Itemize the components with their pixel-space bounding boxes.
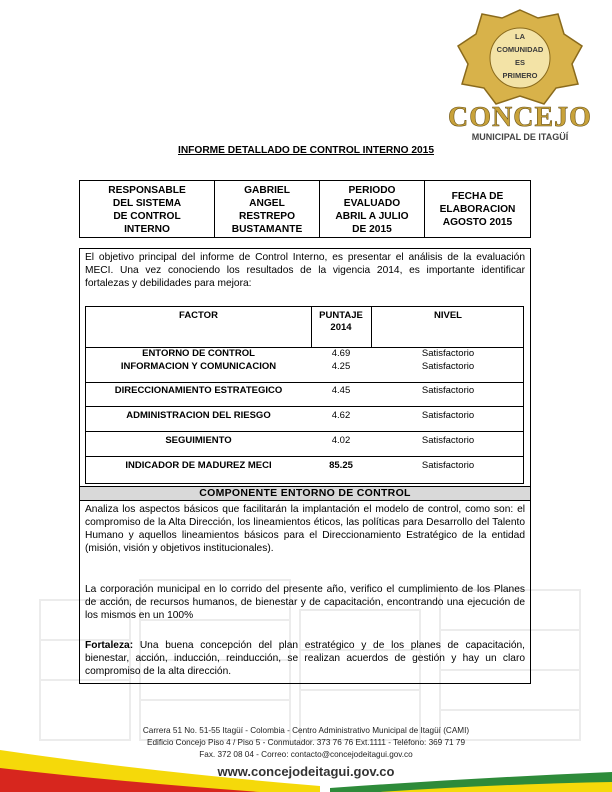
factor-name: SEGUIMIENTO — [165, 435, 232, 446]
factor-table — [85, 306, 524, 484]
table-row — [86, 410, 523, 432]
report-title: INFORME DETALLADO DE CONTROL INTERNO 2015 — [177, 145, 435, 156]
responsable-name-cell — [215, 181, 320, 237]
seal-line-4: PRIMERO — [502, 71, 538, 80]
component-paragraph-2: La corporación municipal en lo corrido del presente año, verifico el cumplimiento de los Planes de acción, de recursos humanos, de bienestar y de capacitación, encontrando una ejecución de los mismos en un 100% — [85, 584, 525, 621]
seal-icon — [440, 6, 600, 106]
factor-score: 4.62 — [331, 410, 351, 421]
fortaleza-paragraph — [85, 639, 525, 678]
factor-level: Satisfactorio — [421, 410, 475, 421]
fecha-elaboracion: FECHA DE ELABORACION AGOSTO 2015 — [439, 191, 516, 228]
responsable-label-cell — [80, 181, 215, 237]
col-nivel: NIVEL — [434, 310, 462, 321]
factor-score: 4.02 — [331, 435, 351, 446]
responsable-label: RESPONSABLE DEL SISTEMA DE CONTROL INTERNO — [108, 184, 186, 235]
seal-line-3: ES — [514, 58, 526, 67]
fortaleza-text: Una buena concepción del plan estratégico y de los planes de capacitación, bienestar, acción, inducción, reinducción, se realizan acuerdos de gestión y hay un claro compromiso de la alta dirección. — [85, 640, 525, 677]
factor-table-header — [86, 307, 523, 348]
fortaleza-label: Fortaleza: — [85, 640, 134, 651]
table-row — [86, 460, 523, 482]
fecha-cell — [425, 181, 530, 237]
logo-subtitle: MUNICIPAL DE ITAGÜÍ — [471, 132, 569, 142]
factor-name: INDICADOR DE MADUREZ MECI — [125, 460, 272, 471]
footer-fax-email: Fax. 372 08 04 - Correo: contacto@concejodeitagui.gov.co — [199, 750, 413, 759]
intro-paragraph: El objetivo principal del informe de Control Interno, es presentar el análisis de la evaluación MECI. Una vez conociendo los resultados de la vigencia 2014, es importante identificar fortalezas y debilidades para mejora: — [85, 252, 525, 289]
factor-score: 4.25 — [331, 361, 351, 372]
factor-name: ENTORNO DE CONTROL — [142, 348, 255, 359]
factor-level: Satisfactorio — [421, 361, 475, 372]
header-table — [79, 180, 531, 238]
factor-score: 4.45 — [331, 385, 351, 396]
factor-level: Satisfactorio — [421, 435, 475, 446]
footer-phone: Edificio Concejo Piso 4 / Piso 5 - Conmutador. 373 76 76 Ext.1111 - Teléfono: 369 71 79 — [147, 738, 465, 747]
factor-level: Satisfactorio — [421, 348, 475, 359]
seal-line-1: LA — [515, 32, 525, 41]
component-paragraph-1: Analiza los aspectos básicos que facilitarán la implantación el modelo de control, como son: el compromiso de la Alta Dirección, los lineamientos éticos, las políticas para Desarrollo del Talento Humano y aquellos lineamientos básicos para el Direccionamiento Estratégico de la entidad (misión, visión y objetivos institucionales). — [85, 504, 525, 554]
factor-score: 85.25 — [329, 460, 353, 471]
component-title-bar: COMPONENTE ENTORNO DE CONTROL — [80, 486, 530, 501]
footer-address: Carrera 51 No. 51-55 Itagüí - Colombia - Centro Administrativo Municipal de Itagüí (CAMI) — [142, 726, 470, 735]
factor-level: Satisfactorio — [421, 385, 475, 396]
table-row — [86, 435, 523, 457]
table-row — [86, 361, 523, 383]
periodo-evaluado: PERIODO EVALUADO ABRIL A JULIO DE 2015 — [335, 184, 409, 235]
periodo-cell — [320, 181, 425, 237]
seal-line-2: COMUNIDAD — [496, 45, 544, 54]
factor-name: ADMINISTRACION DEL RIESGO — [126, 410, 271, 421]
col-puntaje: PUNTAJE 2014 — [319, 310, 363, 333]
col-factor: FACTOR — [179, 310, 218, 321]
responsable-name: GABRIEL ANGEL RESTREPO BUSTAMANTE — [231, 184, 303, 235]
footer-website-link[interactable]: www.concejodeitagui.gov.co — [217, 764, 395, 779]
factor-name: INFORMACION Y COMUNICACION — [120, 361, 277, 372]
concejo-logo — [440, 6, 600, 142]
table-row — [86, 385, 523, 407]
factor-score: 4.69 — [331, 348, 351, 359]
logo-wordmark: CONCEJO — [448, 102, 592, 133]
factor-level: Satisfactorio — [421, 460, 475, 471]
factor-name: DIRECCIONAMIENTO ESTRATEGICO — [114, 385, 283, 396]
